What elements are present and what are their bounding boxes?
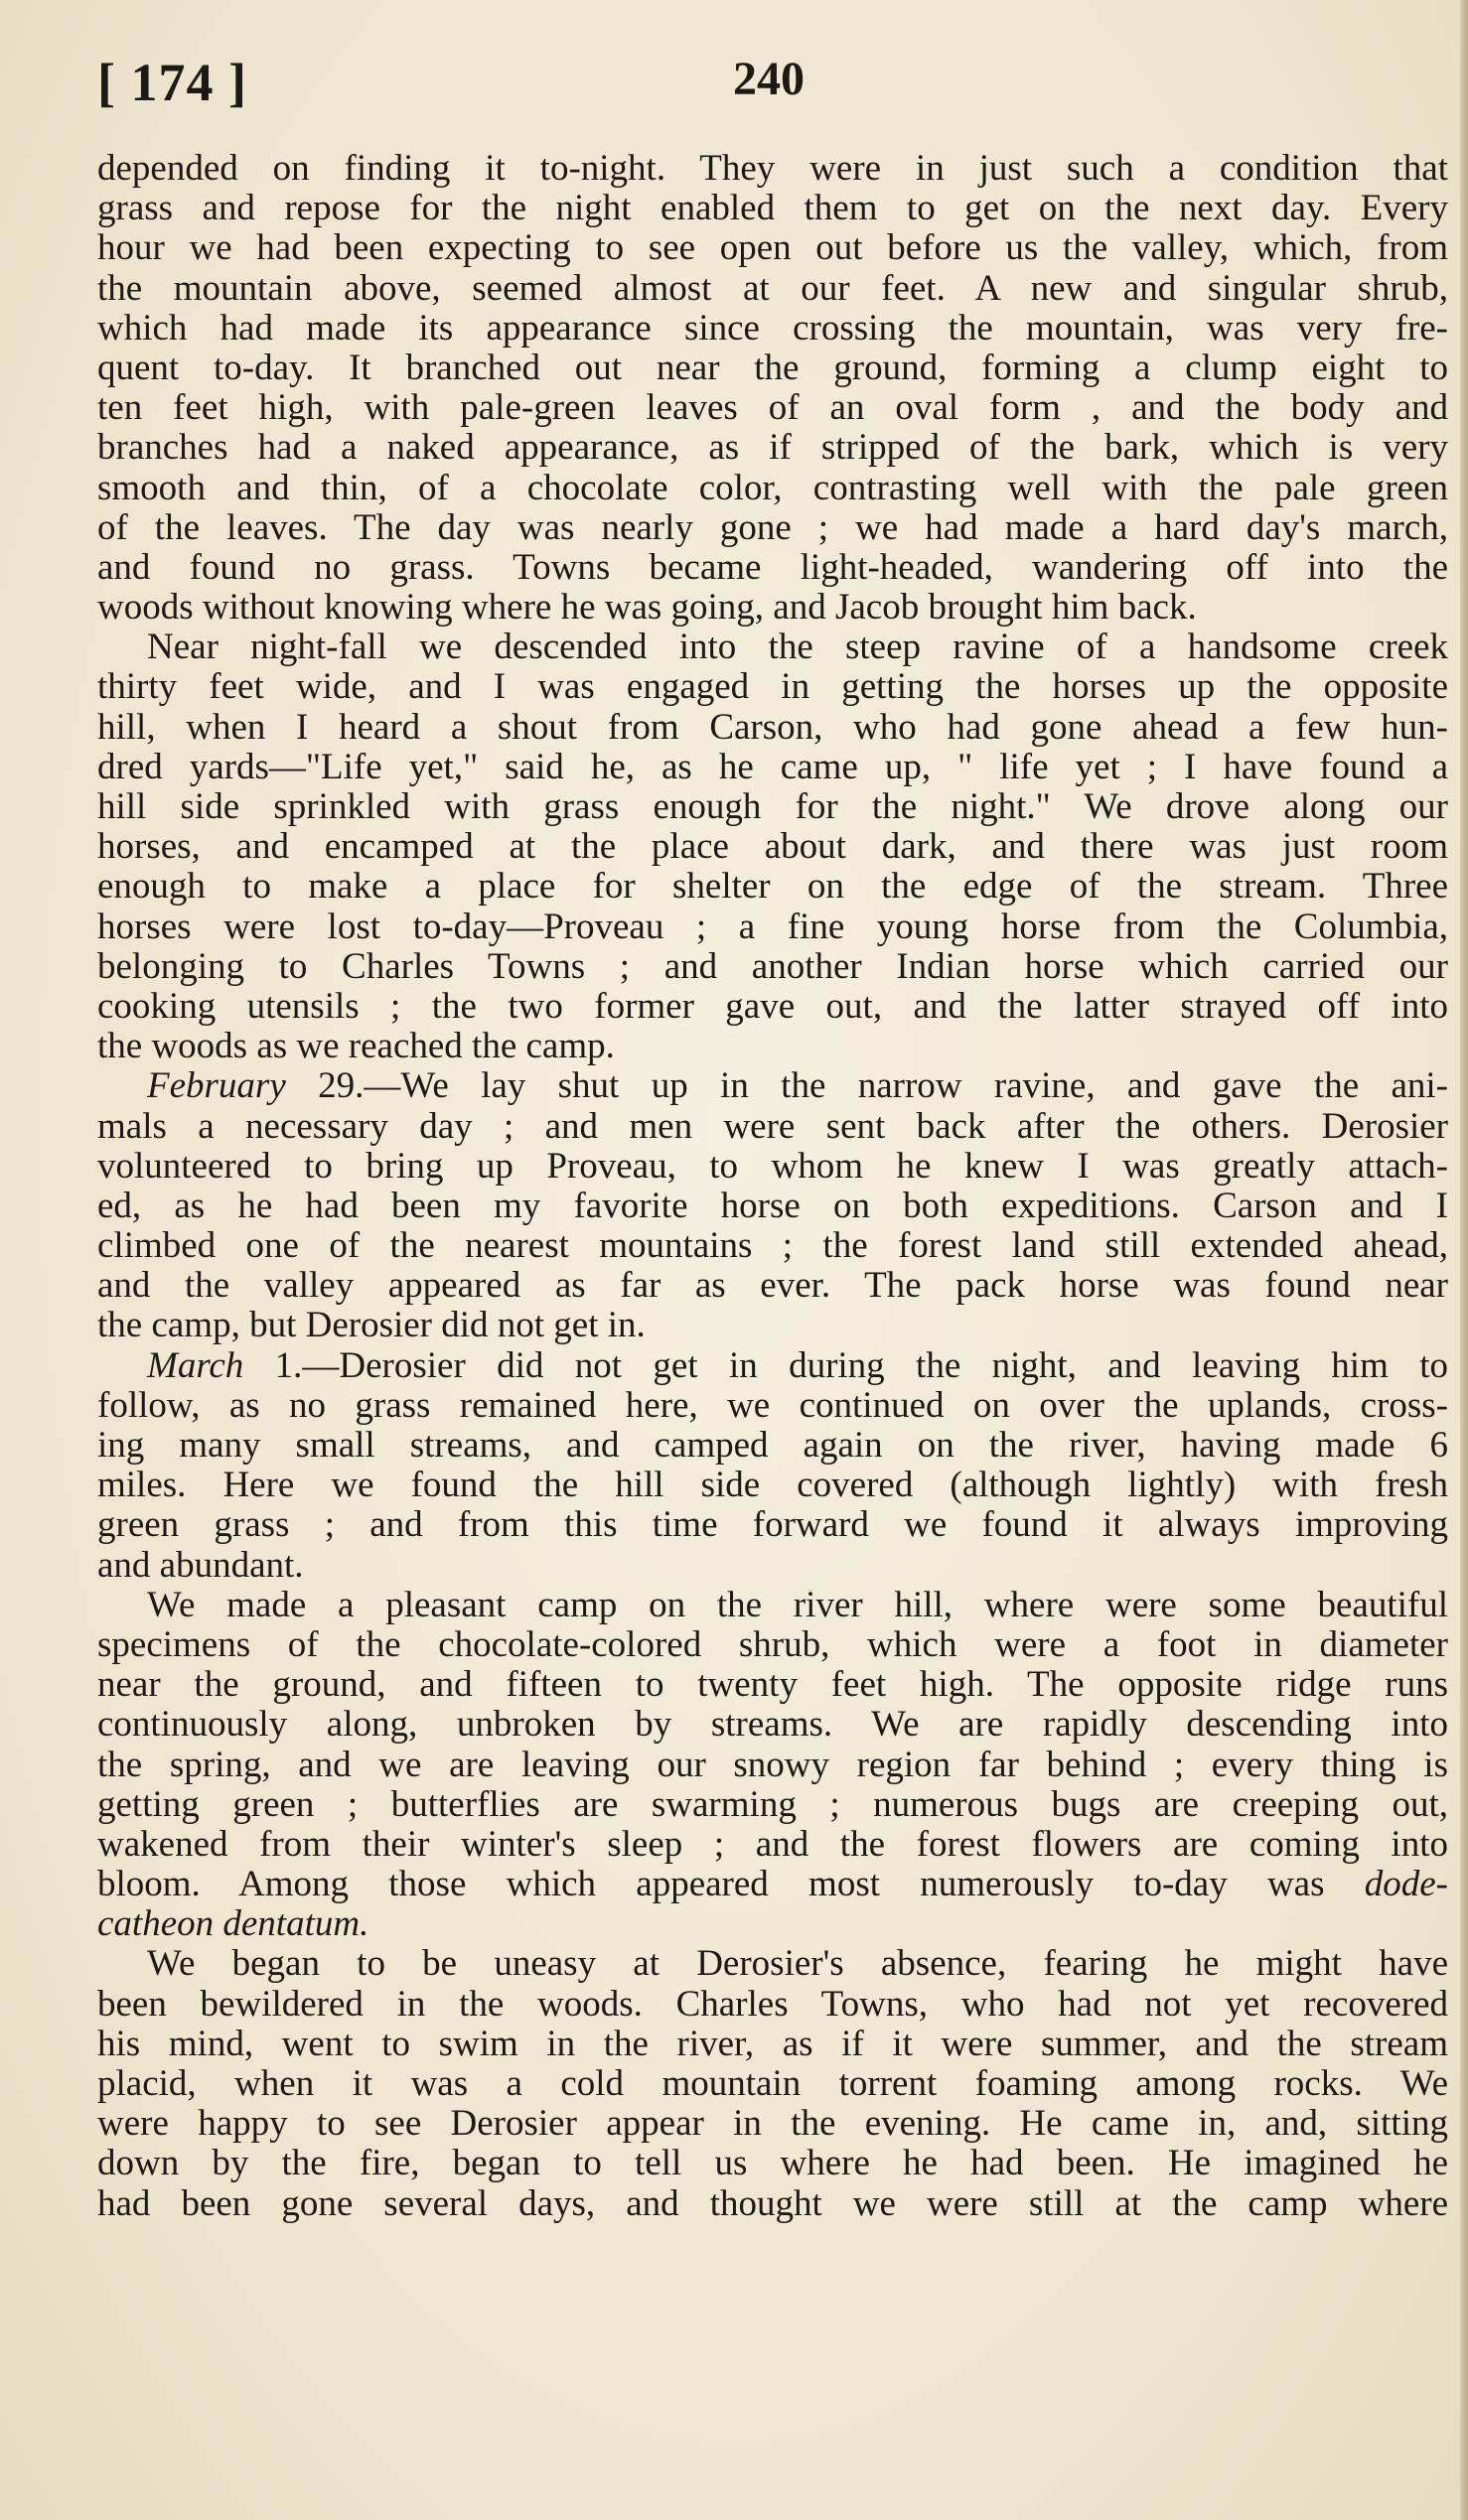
line-text: and found no grass. Towns became light-headed, wandering off into the [97,546,1448,588]
text-line [97,588,1448,628]
line-text: depended on finding it to-night. They were in just such a condition that [97,148,1448,189]
text-line [97,1705,1448,1745]
line-text: continuously along, unbroken by streams. We are rapidly descending into [97,1704,1448,1746]
text-line [97,908,1448,947]
botanical-name: dode- [1364,1864,1448,1905]
text-line [97,1746,1448,1785]
line-text: belonging to Charles Towns ; and another Indian horse which carried our [97,945,1448,987]
text-line [97,2025,1448,2064]
line-text: down by the fire, began to tell us where he had been. He imagined he [97,2143,1448,2184]
bracketed-page-number: [ 174 ] [97,53,247,112]
text-line [97,1027,1448,1066]
line-text: the camp, but Derosier did not get in. [97,1305,646,1346]
line-text: volunteered to bring up Proveau, to whom he knew I was greatly attach- [97,1145,1448,1187]
text-line [97,1865,1448,1904]
line-text: horses were lost to-day—Proveau ; a fine young horse from the Columbia, [97,906,1448,947]
line-text: hill side sprinkled with grass enough for the night." We drove along our [97,786,1448,827]
text-line [97,189,1448,228]
text-line [97,667,1448,707]
line-text: quent to-day. It branched out near the ground, forming a clump eight to [97,347,1448,388]
text-line [97,787,1448,827]
line-text: the mountain above, seemed almost at our feet. A new and singular shrub, [97,267,1448,309]
page-edge [1460,0,1468,2520]
line-text: branches had a naked appearance, as if stripped of the bark, which is very [97,427,1448,469]
text-line [97,748,1448,787]
text-line [97,269,1448,309]
text-line [97,228,1448,268]
line-text: green grass ; and from this time forward we found it always improving [97,1504,1448,1546]
text-line [97,1546,1448,1586]
text-line [97,1266,1448,1306]
line-text: horses, and encamped at the place about dark, and there was just room [97,826,1448,868]
body-text [97,149,1448,2224]
line-text: had been gone several days, and thought we were still at the camp where [97,2182,1448,2224]
text-line [97,1426,1448,1466]
text-line [97,548,1448,588]
text-line [97,1904,1448,1944]
text-line [97,1505,1448,1545]
text-line [97,309,1448,349]
text-line [97,708,1448,748]
text-line [97,388,1448,428]
line-text: thirty feet wide, and I was engaged in getting the horses up the opposite [97,666,1448,708]
line-text: hour we had been expecting to see open out before us the valley, which, from [97,227,1448,269]
line-text: been bewildered in the woods. Charles Towns, who had not yet recovered [97,1983,1448,2025]
line-text: grass and repose for the night enabled them to get on the next day. Every [97,188,1448,229]
botanical-name: catheon dentatum. [97,1903,369,1945]
line-text: the woods as we reached the camp. [97,1026,615,1067]
line-text: hill, when I heard a shout from Carson, who had gone ahead a few hun- [97,706,1448,748]
text-line [97,2064,1448,2104]
date-heading: March [147,1344,244,1386]
date-heading: February [147,1065,286,1107]
text-line [97,469,1448,508]
text-line [97,947,1448,987]
line-text: follow, as no grass remained here, we continued on over the uplands, cross- [97,1384,1448,1426]
line-text: miles. Here we found the hill side covered (although lightly) with fresh [97,1465,1448,1506]
text-line [97,1785,1448,1825]
line-text: and the valley appeared as far as ever. The pack horse was found near [97,1265,1448,1307]
line-text: bloom. Among those which appeared most numerously to-day was [97,1864,1365,1905]
line-text: near the ground, and fifteen to twenty feet high. The opposite ridge runs [97,1664,1448,1706]
page-header [97,52,1428,121]
text-line [97,1466,1448,1505]
line-text: enough to make a place for shelter on the edge of the stream. Three [97,866,1448,908]
text-line [97,1147,1448,1187]
line-text: and abundant. [97,1544,304,1586]
line-text: which had made its appearance since crossing the mountain, was very fre- [97,307,1448,349]
text-line [97,1386,1448,1426]
text-line [97,508,1448,548]
text-line [97,1306,1448,1345]
line-text: 1.—Derosier did not get in during the night, and leaving him to [243,1344,1448,1386]
text-line [97,867,1448,907]
line-text: the spring, and we are leaving our snowy region far behind ; every thing is [97,1744,1448,1785]
text-line [97,1226,1448,1266]
text-line [97,149,1448,189]
line-text: smooth and thin, of a chocolate color, contrasting well with the pale green [97,467,1448,508]
text-line [97,2144,1448,2183]
text-line [97,1944,1448,1984]
line-text: ten feet high, with pale-green leaves of an oval form , and the body and [97,387,1448,429]
line-text: 29.—We lay shut up in the narrow ravine, and gave the ani- [285,1065,1448,1107]
line-text: of the leaves. The day was nearly gone ; we had made a hard day's march, [97,506,1448,548]
text-line [97,1066,1448,1106]
page-number: 240 [733,53,805,105]
text-line [97,1107,1448,1147]
text-line [97,1346,1448,1386]
text-line [97,2104,1448,2144]
line-text: placid, when it was a cold mountain torrent foaming among rocks. We [97,2063,1448,2104]
line-text: were happy to see Derosier appear in the evening. He came in, and, sitting [97,2103,1448,2145]
text-line [97,1665,1448,1705]
text-line [97,1985,1448,2025]
line-text: climbed one of the nearest mountains ; the forest land still extended ahead, [97,1225,1448,1267]
line-text: specimens of the chocolate-colored shrub, which were a foot in diameter [97,1623,1448,1665]
text-line [97,428,1448,468]
text-line [97,1586,1448,1625]
line-text: Near night-fall we descended into the steep ravine of a handsome creek [147,627,1448,668]
line-text: ed, as he had been my favorite horse on both expeditions. Carson and I [97,1185,1448,1226]
text-line [97,1825,1448,1865]
text-line [97,628,1448,667]
line-text: getting green ; butterflies are swarming ; numerous bugs are creeping out, [97,1783,1448,1825]
text-line [97,987,1448,1027]
text-line [97,827,1448,867]
text-line [97,1625,1448,1665]
line-text: We made a pleasant camp on the river hill, where were some beautiful [147,1584,1448,1625]
line-text: We began to be uneasy at Derosier's absence, fearing he might have [147,1943,1448,1985]
line-text: wakened from their winter's sleep ; and the forest flowers are coming into [97,1823,1448,1865]
text-line [97,1187,1448,1226]
text-line [97,2184,1448,2224]
line-text: ing many small streams, and camped again on the river, having made 6 [97,1425,1448,1466]
line-text: woods without knowing where he was going, and Jacob brought him back. [97,587,1197,629]
line-text: cooking utensils ; the two former gave out, and the latter strayed off into [97,985,1448,1027]
line-text: mals a necessary day ; and men were sent back after the others. Derosier [97,1105,1448,1147]
text-line [97,349,1448,388]
line-text: his mind, went to swim in the river, as if it were summer, and the stream [97,2023,1448,2064]
line-text: dred yards—"Life yet," said he, as he came up, " life yet ; I have found a [97,746,1448,787]
